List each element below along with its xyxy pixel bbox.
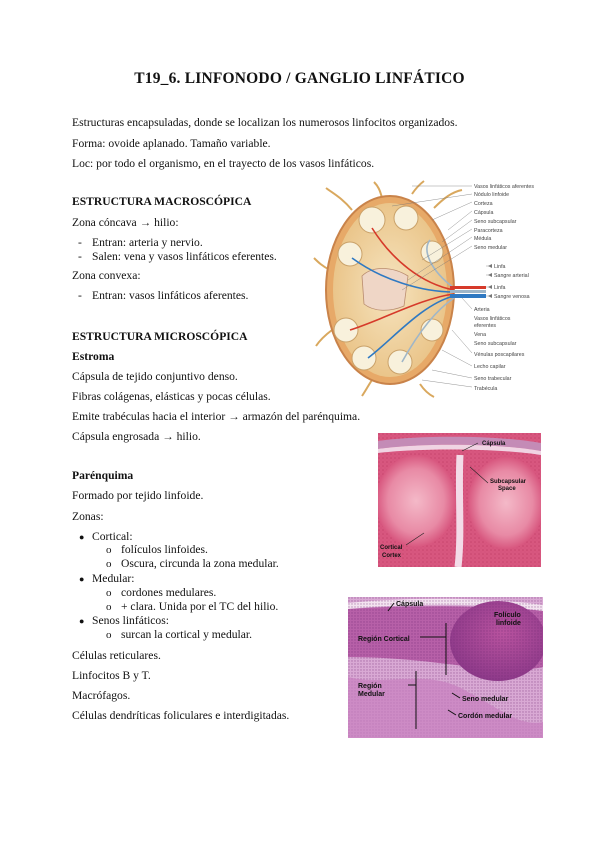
micrograph-label: Seno medular	[462, 696, 509, 703]
diagram-label: Corteza	[474, 201, 493, 207]
bullet: ●	[79, 574, 85, 584]
stroma-line: Cápsula engrosada → hilio.	[72, 430, 201, 443]
micro-heading: ESTRUCTURA MICROSCÓPICA	[72, 330, 248, 343]
parenchyma-heading: Parénquima	[72, 469, 134, 482]
list-dash: -	[78, 289, 82, 302]
zone-detail: + clara. Unida por el TC del hilio.	[121, 600, 279, 613]
list-item: Salen: vena y vasos linfáticos eferentes.	[92, 250, 277, 263]
diagram-label: Seno medular	[474, 245, 507, 251]
cell-line: Macrófagos.	[72, 689, 131, 702]
micrograph-label: Medular	[358, 691, 385, 698]
diagram-label: Médula	[474, 236, 492, 242]
sub-bullet: o	[106, 558, 112, 570]
micrograph-label: linfoide	[496, 620, 521, 627]
micrograph-label: Space	[498, 486, 516, 492]
sub-bullet: o	[106, 544, 112, 556]
zone-name: Medular:	[92, 572, 135, 585]
diagram-label: Linfa	[494, 264, 506, 270]
intro-line: Loc: por todo el organismo, en el trayecto de los vasos linfáticos.	[72, 157, 375, 170]
bullet: ●	[79, 532, 85, 542]
diagram-label: Lecho capilar	[474, 364, 506, 370]
list-item: Entran: arteria y nervio.	[92, 236, 203, 249]
diagram-label: Linfa	[494, 285, 506, 291]
page-title: T19_6. LINFONODO / GANGLIO LINFÁTICO	[134, 70, 465, 87]
intro-line: Estructuras encapsuladas, donde se localizan los numerosos linfocitos organizados.	[72, 116, 458, 129]
zone-name: Senos linfáticos:	[92, 614, 169, 627]
micrograph-label: Región	[358, 683, 382, 690]
diagram-label: Sangre venosa	[494, 294, 530, 300]
stroma-line: Cápsula de tejido conjuntivo denso.	[72, 370, 238, 383]
sub-bullet: o	[106, 587, 112, 599]
cell-line: Células reticulares.	[72, 649, 161, 662]
stroma-heading: Estroma	[72, 350, 115, 363]
cell-line: Linfocitos B y T.	[72, 669, 151, 682]
zones-label: Zonas:	[72, 510, 104, 523]
diagram-label: Sangre arterial	[494, 273, 529, 279]
macro-heading: ESTRUCTURA MACROSCÓPICA	[72, 195, 252, 208]
diagram-label: Trabécula	[474, 386, 498, 392]
cell-line: Células dendríticas foliculares e interdigitadas.	[72, 709, 290, 722]
sub-bullet: o	[106, 601, 112, 613]
stroma-line: Emite trabéculas hacia el interior → armazón del parénquima.	[72, 410, 361, 423]
convex-zone: Zona convexa:	[72, 269, 141, 282]
micrograph-label: Folículo	[494, 612, 521, 619]
diagram-label: eferentes	[474, 323, 497, 329]
intro-line: Forma: ovoide aplanado. Tamaño variable.	[72, 137, 271, 150]
diagram-label: Seno subcapsular	[474, 219, 517, 225]
diagram-label: Vénulas poscapilares	[474, 352, 525, 358]
micrograph-label: Región Cortical	[358, 636, 410, 643]
zone-detail: surcan la cortical y medular.	[121, 628, 253, 641]
bullet: ●	[79, 616, 85, 626]
diagram-label: Paracorteza	[474, 228, 503, 234]
zone-name: Cortical:	[92, 530, 133, 543]
diagram-label: Seno trabecular	[474, 376, 512, 382]
micrograph-cortex-medulla	[348, 597, 543, 738]
micrograph-label: Cápsula	[396, 601, 424, 608]
micrograph-label: Cápsula	[482, 441, 506, 447]
diagram-label: Vasos linfáticos aferentes	[474, 184, 534, 190]
micrograph-label: Cortex	[382, 553, 402, 559]
micrograph-label: Cortical	[380, 545, 403, 551]
zone-detail: cordones medulares.	[121, 586, 217, 599]
diagram-label: Vasos linfáticos	[474, 316, 511, 322]
micrograph-label: Cordón medular	[458, 713, 513, 720]
list-item: Entran: vasos linfáticos aferentes.	[92, 289, 249, 302]
micrograph-label: Subcapsular	[490, 479, 527, 485]
zone-detail: folículos linfoides.	[121, 543, 208, 556]
sub-bullet: o	[106, 629, 112, 641]
list-dash: -	[78, 236, 82, 249]
micrograph-cortex	[378, 433, 541, 567]
parenchyma-intro: Formado por tejido linfoide.	[72, 489, 204, 502]
list-dash: -	[78, 250, 82, 263]
diagram-label: Seno subcapsular	[474, 341, 517, 347]
zone-detail: Oscura, circunda la zona medular.	[121, 557, 279, 570]
diagram-label: Arteria	[474, 307, 490, 313]
stroma-line: Fibras colágenas, elásticas y pocas células.	[72, 390, 271, 403]
lymph-node-diagram	[312, 180, 544, 398]
concave-zone: Zona cóncava → hilio:	[72, 216, 179, 229]
diagram-label: Vena	[474, 332, 487, 338]
diagram-label: Cápsula	[474, 210, 494, 216]
diagram-label: Nódulo linfoide	[474, 192, 510, 198]
